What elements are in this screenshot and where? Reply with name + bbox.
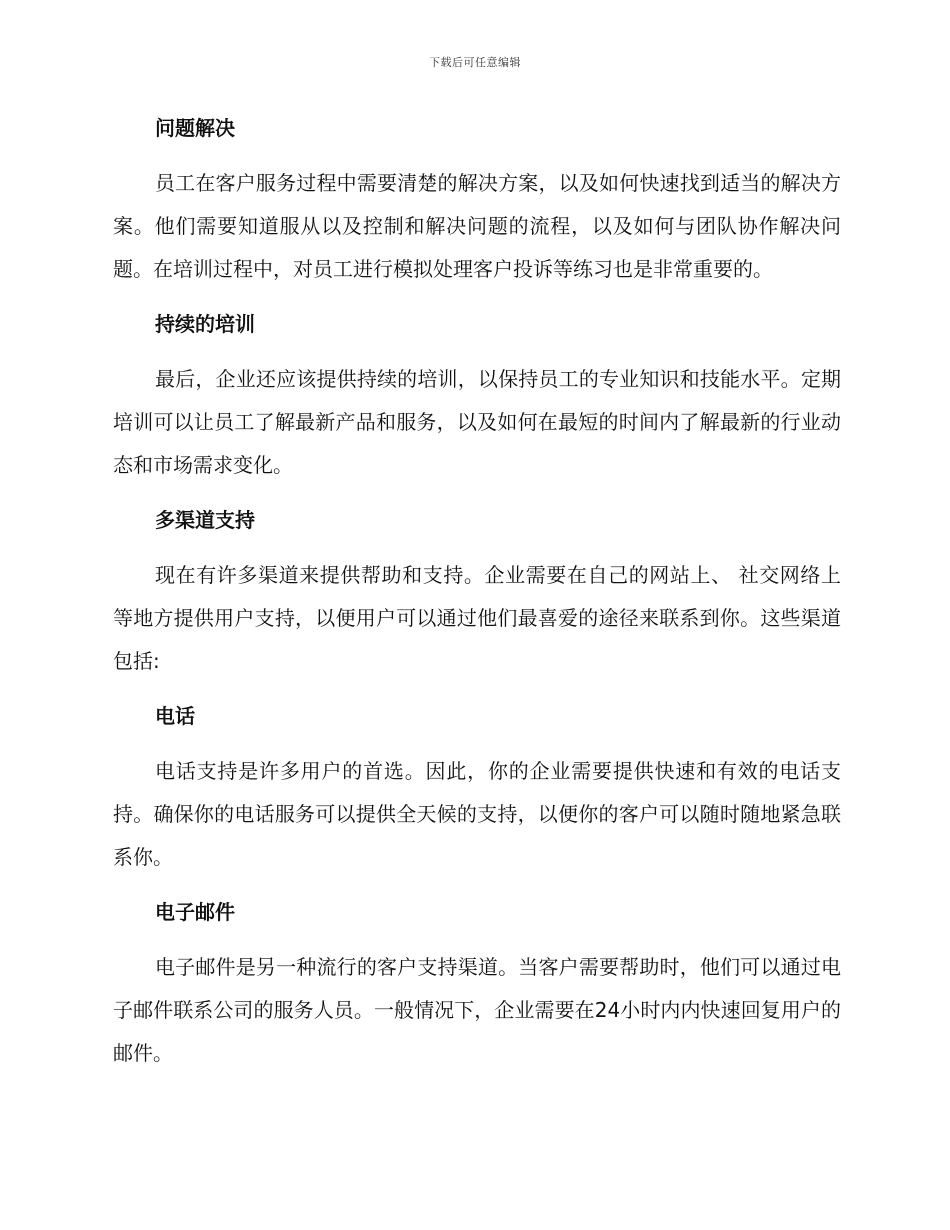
section-email bbox=[113, 891, 841, 1075]
document-body bbox=[113, 107, 841, 1087]
section-heading: 多渠道支持 bbox=[155, 508, 255, 532]
page-header: 下载后可任意编辑 bbox=[429, 56, 521, 69]
section-heading: 电子邮件 bbox=[155, 900, 235, 924]
section-heading: 持续的培训 bbox=[155, 312, 255, 336]
section-paragraph: 现在有许多渠道来提供帮助和支持。企业需要在自己的网站上、 社交网络上等地方提供用户支持，以便用户可以通过他们最喜爱的途径来联系到你。这些渠道包括: bbox=[113, 563, 841, 673]
section-phone bbox=[113, 695, 841, 879]
section-paragraph: 员工在客户服务过程中需要清楚的解决方案，以及如何快速找到适当的解决方案。他们需要知道服从以及控制和解决问题的流程，以及如何与团队协作解决问题。在培训过程中，对员工进行模拟处理客户投诉等练习也是非常重要的。 bbox=[113, 171, 841, 281]
section-paragraph: 电话支持是许多用户的首选。因此，你的企业需要提供快速和有效的电话支持。确保你的电话服务可以提供全天候的支持，以便你的客户可以随时随地紧急联系你。 bbox=[113, 759, 841, 869]
section-multichannel-support bbox=[113, 499, 841, 683]
section-paragraph: 电子邮件是另一种流行的客户支持渠道。当客户需要帮助时，他们可以通过电子邮件联系公司的服务人员。一般情况下，企业需要在24小时内内快速回复用户的邮件。 bbox=[113, 955, 841, 1065]
section-paragraph: 最后，企业还应该提供持续的培训，以保持员工的专业知识和技能水平。定期培训可以让员工了解最新产品和服务，以及如何在最短的时间内了解最新的行业动态和市场需求变化。 bbox=[113, 367, 841, 477]
section-problem-solving bbox=[113, 107, 841, 291]
section-heading: 问题解决 bbox=[155, 116, 235, 140]
section-continuous-training bbox=[113, 303, 841, 487]
section-heading: 电话 bbox=[155, 704, 195, 728]
